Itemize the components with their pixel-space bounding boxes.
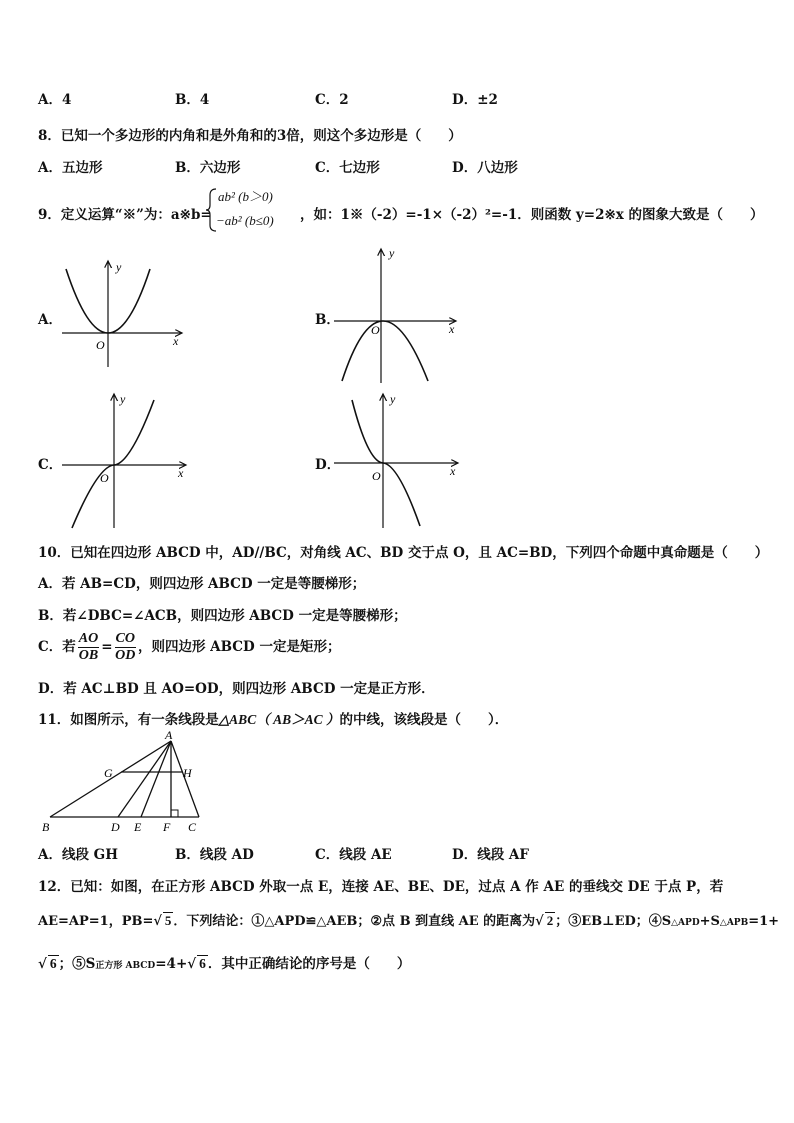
- sqrt-radicand: 5: [164, 913, 172, 928]
- q11-triangle: △ABC: [218, 712, 257, 727]
- label-f: F: [163, 820, 171, 834]
- origin-label: O: [96, 338, 105, 352]
- q10-option-a: A．若 AB=CD，则四边形 ABCD 一定是等腰梯形；: [38, 576, 366, 592]
- q7-option-a: A．4: [38, 92, 72, 108]
- q12-subscript: △APB: [719, 918, 749, 928]
- frac-denominator: OD: [115, 648, 136, 663]
- label-e: E: [134, 820, 142, 834]
- y-label: y: [116, 260, 122, 274]
- sqrt-2: √ 2: [535, 913, 554, 929]
- q12-text: ；⑤S: [58, 956, 96, 972]
- right-angle-mark: [171, 810, 178, 817]
- sqrt-5: √ 5: [153, 913, 172, 929]
- q10-option-c: [38, 628, 340, 666]
- q12-text: ．下列结论：①△APD≌△AEB；②点 B 到直线 AE 的距离为: [173, 914, 536, 929]
- q11-option-b: B．线段 AD: [175, 847, 254, 863]
- q10-option-d: D．若 AC⊥BD 且 AO=OD，则四边形 ABCD 一定是正方形．: [38, 681, 435, 697]
- label-a: A: [165, 728, 173, 742]
- triangle-figure: [40, 728, 210, 836]
- graph-d: [330, 390, 465, 530]
- fraction-co-od: [115, 631, 136, 664]
- q11-condition: （ AB＞AC ）: [256, 712, 340, 727]
- x-label: x: [173, 334, 179, 348]
- q10-option-b: B．若∠DBC=∠ACB，则四边形 ABCD 一定是等腰梯形；: [38, 608, 407, 624]
- q11-stem-suffix: 的中线，该线段是（ ）．: [339, 712, 509, 728]
- origin-label: O: [371, 323, 380, 337]
- q9-option-a-label: A．: [38, 312, 62, 328]
- q9-stem-suffix: ，如：1※（-2）=-1×（-2）²=-1．则函数 y=2※x 的图象大致是（ ）: [300, 207, 764, 223]
- origin-label: O: [100, 471, 109, 485]
- q12-line-1: 12．已知：如图，在正方形 ABCD 外取一点 E，连接 AE、BE、DE，过点 A 作 AE 的垂线交 DE 于点 P，若: [38, 879, 724, 895]
- q10-c-suffix: ，则四边形 ABCD 一定是矩形；: [137, 639, 341, 655]
- q11-option-d: D．线段 AF: [452, 847, 529, 863]
- origin-label: O: [372, 469, 381, 483]
- x-label: x: [178, 466, 184, 480]
- frac-numerator: CO: [115, 631, 135, 646]
- label-d: D: [111, 820, 120, 834]
- q9-piece-1: ab² (b＞0): [218, 189, 273, 204]
- frac-denominator: OB: [78, 648, 99, 663]
- q9-option-c-label: C．: [38, 457, 63, 473]
- segment-ad: [118, 741, 171, 817]
- q10-c-prefix: C．若: [38, 639, 76, 655]
- sqrt-6: √ 6: [187, 956, 206, 972]
- q9-option-d-label: D．: [315, 457, 341, 473]
- q8-option-d: D．八边形: [452, 160, 518, 176]
- graph-c: [58, 390, 193, 530]
- q12-text: =1+: [748, 914, 780, 929]
- sqrt-radicand: 2: [546, 913, 554, 928]
- q11-stem-prefix: 11．如图所示，有一条线段是: [38, 712, 219, 728]
- q8-option-c: C．七边形: [315, 160, 380, 176]
- label-h: H: [183, 766, 192, 780]
- q12-text: +S: [699, 914, 720, 929]
- q12-line-3: [38, 952, 410, 972]
- curve: [72, 400, 154, 528]
- label-c: C: [188, 820, 197, 834]
- q10-stem: 10．已知在四边形 ABCD 中，AD//BC，对角线 AC、BD 交于点 O，且 AC=BD，下列四个命题中真命题是（ ）: [38, 545, 769, 561]
- q11-option-c: C．线段 AE: [315, 847, 392, 863]
- q10-c-eq: =: [101, 639, 113, 655]
- q7-option-d: D．±2: [452, 92, 498, 108]
- q11-stem: [38, 708, 508, 728]
- q8-stem: 8．已知一个多边形的内角和是外角和的3倍，则这个多边形是（ ）: [38, 128, 462, 144]
- q12-subscript: 正方形 ABCD: [95, 961, 156, 971]
- q12-text: ；③EB⊥ED；④S: [555, 914, 672, 929]
- q12-text: ．其中正确结论的序号是（ ）: [207, 956, 411, 972]
- y-label: y: [120, 392, 126, 406]
- q12-line-2: [38, 910, 779, 929]
- y-label: y: [390, 392, 396, 406]
- sqrt-radicand: 6: [199, 956, 206, 971]
- q9-option-b-label: B．: [315, 312, 340, 328]
- frac-numerator: AO: [78, 631, 99, 646]
- label-b: B: [42, 820, 50, 834]
- graph-a: [58, 255, 193, 370]
- q9-piece-2: −ab² (b≤0): [216, 213, 274, 228]
- graph-b: [330, 245, 465, 385]
- q8-option-a: A．五边形: [38, 160, 103, 176]
- curve: [342, 321, 428, 381]
- q9-stem-prefix: 9．定义运算“※”为：a※b=: [38, 207, 212, 223]
- q12-text: =4+: [155, 956, 188, 972]
- y-label: y: [389, 246, 395, 260]
- segment-ae: [141, 741, 171, 817]
- label-g: G: [104, 766, 113, 780]
- q12-text: AE=AP=1，PB=: [38, 914, 154, 929]
- sqrt-6: √ 6: [38, 956, 57, 972]
- fraction-ao-ob: [78, 631, 99, 664]
- x-label: x: [450, 464, 456, 478]
- q7-option-c: C．2: [315, 92, 349, 108]
- x-label: x: [449, 322, 455, 336]
- q8-option-b: B．六边形: [175, 160, 241, 176]
- q7-option-b: B．4: [175, 92, 210, 108]
- q11-option-a: A．线段 GH: [38, 847, 118, 863]
- q12-subscript: △APD: [671, 918, 700, 928]
- sqrt-radicand: 6: [49, 956, 57, 971]
